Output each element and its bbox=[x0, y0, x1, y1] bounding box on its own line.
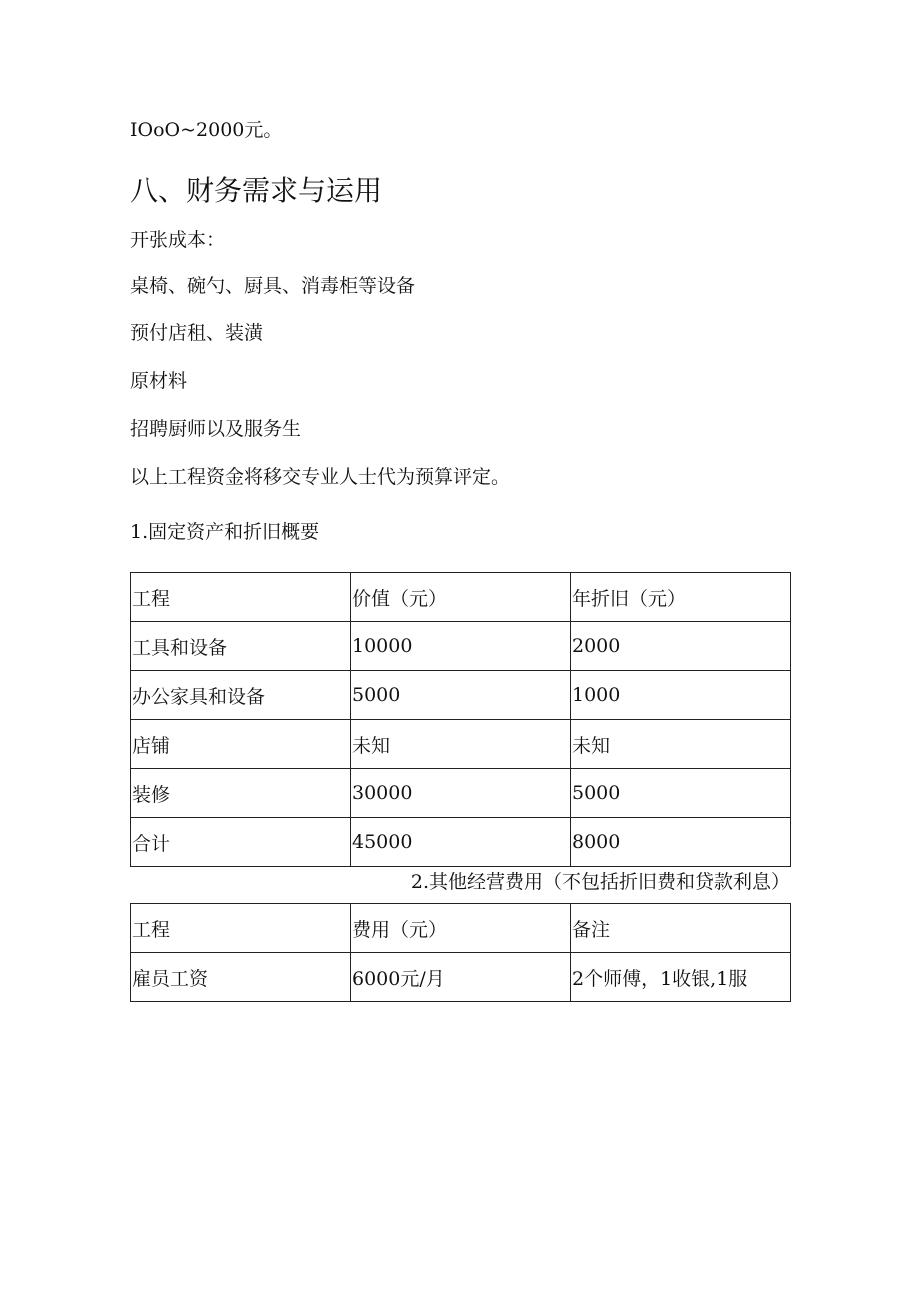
header-cell: 费用（元） bbox=[351, 904, 571, 953]
table-cell: 雇员工资 bbox=[131, 953, 351, 1002]
table-cell: 办公家具和设备 bbox=[131, 671, 351, 720]
table-cell: 店铺 bbox=[131, 720, 351, 769]
fixed-assets-table bbox=[130, 572, 791, 867]
table-row bbox=[131, 720, 791, 769]
header-cell: 工程 bbox=[131, 573, 351, 622]
table-cell: 2000 bbox=[571, 622, 791, 671]
paragraph-startup-cost: 开张成本： bbox=[130, 229, 226, 251]
header-cell: 年折旧（元） bbox=[571, 573, 791, 622]
header-cell: 备注 bbox=[571, 904, 791, 953]
table-cell: 未知 bbox=[571, 720, 791, 769]
table-cell: 未知 bbox=[351, 720, 571, 769]
table-cell: 30000 bbox=[351, 769, 571, 818]
table-cell: 10000 bbox=[351, 622, 571, 671]
table-row bbox=[131, 953, 791, 1002]
table-header-row bbox=[131, 904, 791, 953]
table-cell: 装修 bbox=[131, 769, 351, 818]
table-cell: 合计 bbox=[131, 818, 351, 867]
table2-caption: 2.其他经营费用（不包括折旧费和贷款利息） bbox=[410, 871, 790, 893]
intro-line: IOoO~2000元。 bbox=[130, 119, 283, 141]
table-row bbox=[131, 622, 791, 671]
table-cell: 2个师傅，1收银,1服 bbox=[571, 953, 791, 1002]
table-header-row bbox=[131, 573, 791, 622]
table1-caption: 1.固定资产和折旧概要 bbox=[130, 521, 320, 543]
table-cell: 5000 bbox=[351, 671, 571, 720]
table-cell: 6000元/月 bbox=[351, 953, 571, 1002]
paragraph-equipment: 桌椅、碗勺、厨具、消毒柜等设备 bbox=[130, 275, 416, 297]
table-cell: 45000 bbox=[351, 818, 571, 867]
paragraph-materials: 原材料 bbox=[130, 370, 188, 392]
table-cell: 工具和设备 bbox=[131, 622, 351, 671]
table-cell: 8000 bbox=[571, 818, 791, 867]
paragraph-rent: 预付店租、装潢 bbox=[130, 322, 264, 344]
section-title: 八、财务需求与运用 bbox=[130, 174, 383, 207]
operating-expenses-table bbox=[130, 903, 791, 1002]
table-row bbox=[131, 818, 791, 867]
header-cell: 价值（元） bbox=[351, 573, 571, 622]
paragraph-budget-note: 以上工程资金将移交专业人士代为预算评定。 bbox=[130, 466, 511, 488]
header-cell: 工程 bbox=[131, 904, 351, 953]
paragraph-staffing: 招聘厨师以及服务生 bbox=[130, 418, 302, 440]
table-cell: 5000 bbox=[571, 769, 791, 818]
table-row bbox=[131, 769, 791, 818]
table-row bbox=[131, 671, 791, 720]
table-cell: 1000 bbox=[571, 671, 791, 720]
